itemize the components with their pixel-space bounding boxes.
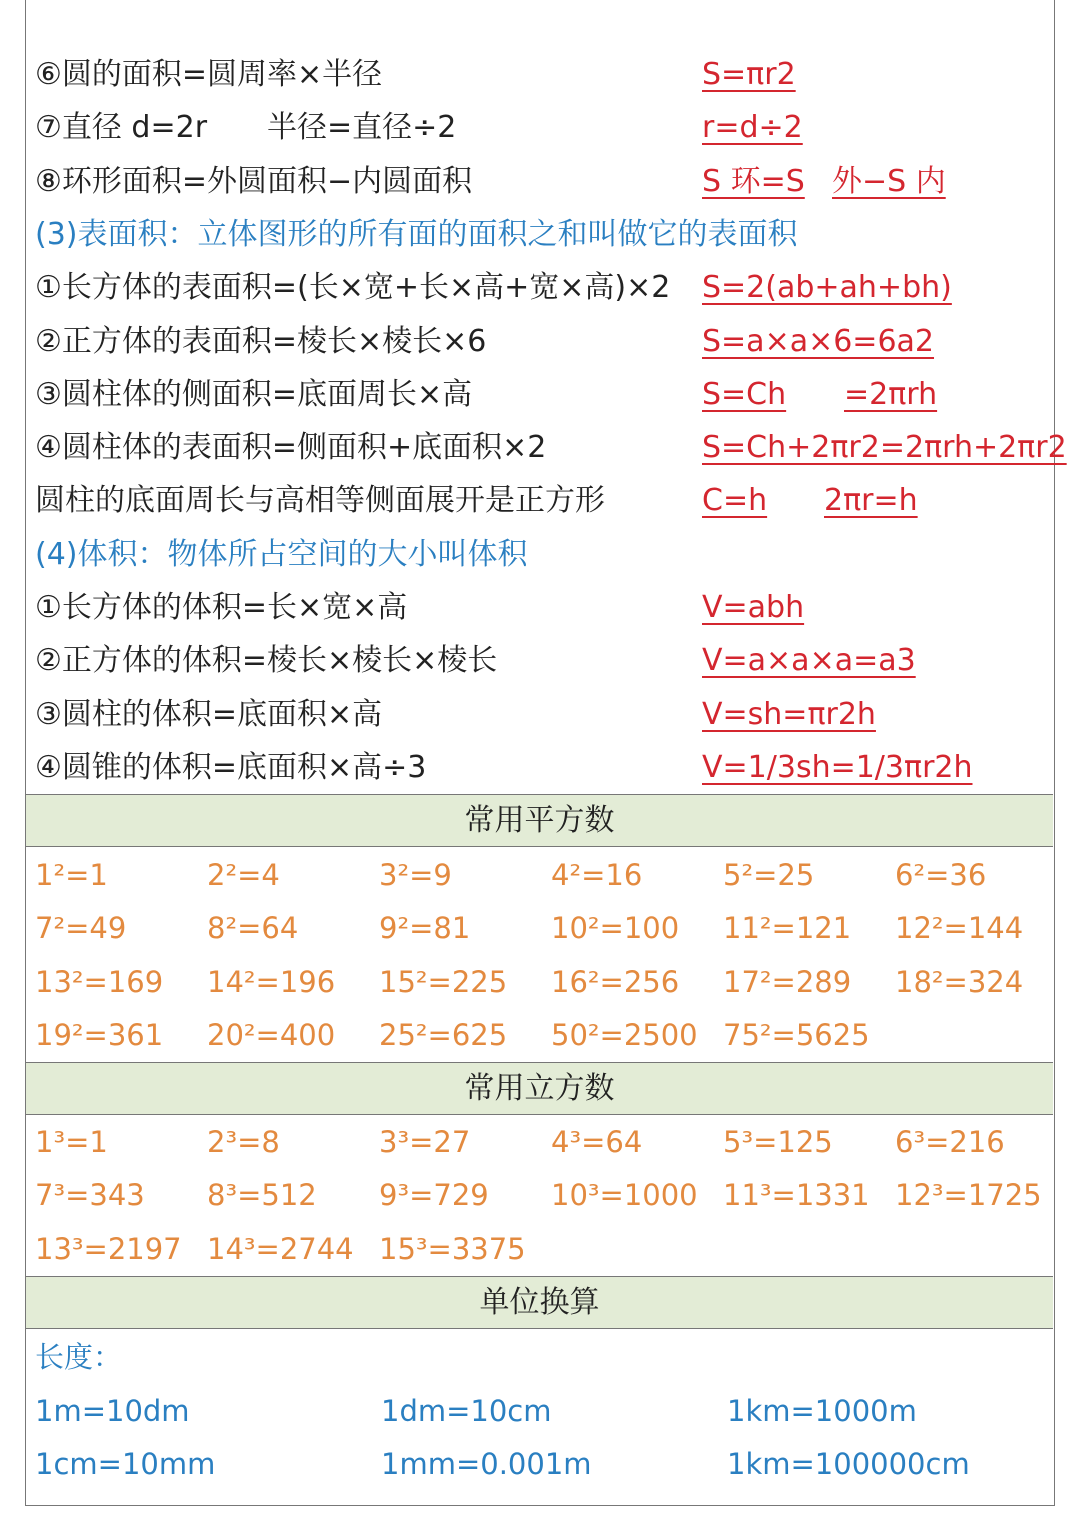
section-heading-surface: (3)表面积：立体图形的所有面的面积之和叫做它的表面积 bbox=[35, 216, 798, 252]
formula-result bbox=[844, 368, 937, 421]
formula-text: ①长方体的表面积=(长×宽+长×高+宽×高)×2 bbox=[35, 270, 671, 306]
formula-result bbox=[702, 315, 934, 368]
cube-item: 13³=2197 bbox=[35, 1231, 182, 1266]
cubes-header: 常用立方数 bbox=[26, 1062, 1053, 1115]
square-item: 16²=256 bbox=[551, 964, 680, 999]
formula-text: ⑦直径 d=2r 半径=直径÷2 bbox=[35, 110, 457, 146]
cube-item: 3³=27 bbox=[379, 1125, 471, 1159]
formula-result bbox=[824, 474, 918, 527]
formula-value: S=Ch bbox=[702, 376, 787, 412]
formula-result bbox=[702, 474, 767, 527]
formula-text: 圆柱的底面周长与高相等侧面展开是正方形 bbox=[35, 483, 605, 519]
cube-item: 6³=216 bbox=[895, 1125, 1005, 1159]
cube-item: 11³=1331 bbox=[723, 1178, 870, 1213]
formula-value: V=a×a×a=a3 bbox=[702, 643, 916, 679]
formula-value: V=sh=πr2h bbox=[702, 696, 876, 732]
cube-item: 1³=1 bbox=[35, 1125, 108, 1159]
unit-item: 1km=100000cm bbox=[727, 1447, 970, 1482]
cube-item: 12³=1725 bbox=[895, 1178, 1042, 1213]
section-heading-volume: (4)体积：物体所占空间的大小叫体积 bbox=[35, 536, 528, 572]
cube-item: 15³=3375 bbox=[379, 1231, 526, 1266]
cube-item: 2³=8 bbox=[207, 1125, 280, 1159]
formula-text: ①长方体的体积=长×宽×高 bbox=[35, 590, 408, 625]
square-item: 11²=121 bbox=[723, 911, 852, 946]
cube-item: 5³=125 bbox=[723, 1125, 833, 1159]
formula-value: S=πr2 bbox=[702, 57, 796, 92]
formula-value: C=h bbox=[702, 483, 768, 519]
formula-text: ⑥圆的面积=圆周率×半径 bbox=[35, 57, 383, 92]
square-item: 1²=1 bbox=[35, 858, 108, 892]
cube-item: 8³=512 bbox=[207, 1178, 317, 1213]
formula-result bbox=[702, 261, 952, 314]
square-item: 25²=625 bbox=[379, 1017, 508, 1052]
formula-result bbox=[702, 688, 876, 741]
unit-item: 1m=10dm bbox=[35, 1394, 190, 1428]
formula-value: S=a×a×6=6a2 bbox=[702, 323, 935, 359]
units-header: 单位换算 bbox=[26, 1276, 1053, 1329]
square-item: 17²=289 bbox=[723, 964, 852, 999]
square-item: 7²=49 bbox=[35, 911, 127, 946]
formula-value: r=d÷2 bbox=[702, 110, 803, 146]
unit-item: 1km=1000m bbox=[727, 1394, 917, 1428]
formula-value: S 环=S bbox=[702, 163, 805, 199]
formula-text: ②正方体的体积=棱长×棱长×棱长 bbox=[35, 643, 498, 679]
formula-result bbox=[702, 368, 786, 421]
square-item: 14²=196 bbox=[207, 964, 336, 999]
square-item: 75²=5625 bbox=[723, 1017, 870, 1052]
square-item: 15²=225 bbox=[379, 964, 508, 999]
square-item: 3²=9 bbox=[379, 858, 452, 892]
square-item: 50²=2500 bbox=[551, 1017, 698, 1052]
formula-text: ②正方体的表面积=棱长×棱长×6 bbox=[35, 323, 487, 359]
cube-item: 9³=729 bbox=[379, 1178, 489, 1213]
formula-value: 2πr=h bbox=[824, 483, 918, 519]
formula-value: V=abh bbox=[702, 590, 805, 625]
formula-text: ④圆柱体的表面积=侧面积+底面积×2 bbox=[35, 430, 547, 466]
formula-value: 外−S 内 bbox=[832, 163, 946, 199]
unit-item: 1dm=10cm bbox=[381, 1394, 552, 1428]
formula-value: V=1/3sh=1/3πr2h bbox=[702, 749, 973, 785]
cube-item: 4³=64 bbox=[551, 1125, 643, 1159]
formula-result bbox=[702, 581, 804, 634]
formula-value: S=2(ab+ah+bh) bbox=[702, 270, 952, 306]
formula-text: ④圆锥的体积=底面积×高÷3 bbox=[35, 749, 427, 785]
square-item: 18²=324 bbox=[895, 964, 1024, 999]
formula-result bbox=[702, 741, 973, 794]
square-item: 13²=169 bbox=[35, 964, 164, 999]
formula-value: S=Ch+2πr2=2πrh+2πr2 bbox=[702, 430, 1067, 466]
cube-item: 7³=343 bbox=[35, 1178, 145, 1213]
square-item: 19²=361 bbox=[35, 1017, 164, 1052]
formula-text: ③圆柱体的侧面积=底面周长×高 bbox=[35, 376, 473, 412]
formula-result bbox=[702, 101, 803, 154]
square-item: 5²=25 bbox=[723, 858, 815, 892]
unit-item: 1cm=10mm bbox=[35, 1447, 216, 1482]
formula-text: ③圆柱的体积=底面积×高 bbox=[35, 696, 383, 732]
formula-text: ⑧环形面积=外圆面积−内圆面积 bbox=[35, 163, 473, 199]
square-item: 6²=36 bbox=[895, 858, 987, 892]
cube-item: 14³=2744 bbox=[207, 1231, 354, 1266]
formula-result bbox=[702, 634, 916, 687]
square-item: 9²=81 bbox=[379, 911, 471, 946]
square-item: 8²=64 bbox=[207, 911, 299, 946]
formula-result bbox=[832, 155, 946, 208]
cube-item: 10³=1000 bbox=[551, 1178, 698, 1213]
unit-item: 1mm=0.001m bbox=[381, 1447, 592, 1482]
square-item: 2²=4 bbox=[207, 858, 280, 892]
formula-result bbox=[702, 48, 796, 101]
square-item: 20²=400 bbox=[207, 1017, 336, 1052]
formula-result bbox=[702, 421, 1067, 474]
squares-header: 常用平方数 bbox=[26, 794, 1053, 847]
square-item: 10²=100 bbox=[551, 911, 680, 946]
formula-result bbox=[702, 155, 805, 208]
formula-value: =2πrh bbox=[844, 376, 938, 412]
square-item: 12²=144 bbox=[895, 911, 1024, 946]
square-item: 4²=16 bbox=[551, 858, 643, 892]
length-label: 长度： bbox=[35, 1340, 123, 1374]
